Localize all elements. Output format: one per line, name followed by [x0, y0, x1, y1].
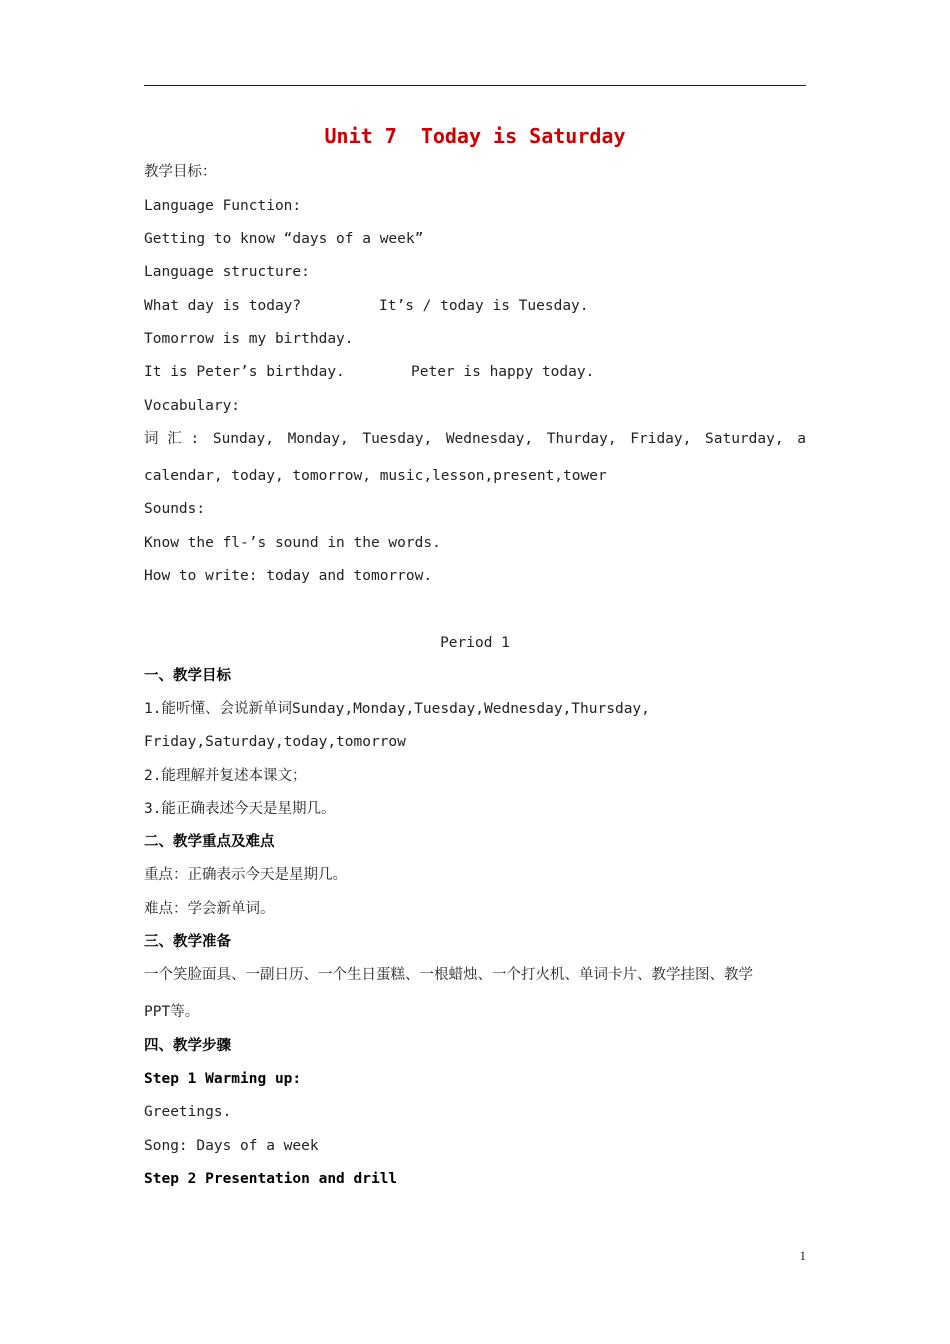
structure-answer: It’s / today is Tuesday.: [379, 298, 589, 314]
section-3-heading: 三、教学准备: [144, 934, 231, 950]
objective-3: 3.能正确表述今天是星期几。: [144, 801, 336, 817]
language-function-label: Language Function:: [144, 198, 302, 214]
step-1-greetings: Greetings.: [144, 1104, 232, 1120]
preparation-line-1: 一个笑脸面具、一副日历、一个生日蛋糕、一根蜡烛、一个打火机、单词卡片、教学挂图、教学: [144, 967, 753, 983]
key-point: 重点：正确表示今天是星期几。: [144, 867, 347, 883]
vocab-word: Monday,: [287, 431, 349, 447]
step-1-song: Song: Days of a week: [144, 1138, 319, 1154]
section-2-heading: 二、教学重点及难点: [144, 834, 275, 850]
language-structure-label: Language structure:: [144, 264, 310, 280]
vocab-word: Sunday,: [212, 431, 274, 447]
vocab-line-2: calendar, today, tomorrow, music,lesson,present,tower: [144, 468, 607, 484]
structure-peter-birthday: It is Peter’s birthday.: [144, 364, 345, 380]
objective-2: 2.能理解并复述本课文；: [144, 768, 307, 784]
period-heading: Period 1: [440, 635, 510, 651]
sounds-label: Sounds:: [144, 501, 206, 517]
objectives-heading: 教学目标：: [144, 164, 217, 180]
unit-title: Unit 7 Today is Saturday: [324, 124, 626, 148]
header-rule: [144, 85, 806, 86]
section-4-heading: 四、教学步骤: [144, 1038, 231, 1054]
write-text: How to write: today and tomorrow.: [144, 568, 433, 584]
step-2-heading: Step 2 Presentation and drill: [144, 1171, 398, 1187]
sounds-text: Know the fl-’s sound in the words.: [144, 535, 441, 551]
vocab-line-1: [144, 429, 806, 449]
language-function-text: Getting to know “days of a week”: [144, 231, 424, 247]
objective-1a: 1.能听懂、会说新单词Sunday,Monday,Tuesday,Wednesday,Thursday,: [144, 701, 650, 717]
vocab-word: Saturday,: [705, 431, 784, 447]
structure-question: What day is today?: [144, 298, 302, 314]
vocab-word: Wednesday,: [445, 431, 534, 447]
vocab-word: a: [797, 431, 806, 447]
objective-1b: Friday,Saturday,today,tomorrow: [144, 734, 406, 750]
step-1-heading: Step 1 Warming up:: [144, 1071, 302, 1087]
difficult-point: 难点：学会新单词。: [144, 901, 275, 917]
vocabulary-label: Vocabulary:: [144, 398, 241, 414]
section-1-heading: 一、教学目标: [144, 668, 231, 684]
vocab-word: Tuesday,: [362, 431, 433, 447]
structure-birthday: Tomorrow is my birthday.: [144, 331, 354, 347]
structure-peter-happy: Peter is happy today.: [411, 364, 595, 380]
vocab-word: 词 汇 :: [144, 431, 200, 447]
vocab-word: Friday,: [630, 431, 692, 447]
preparation-line-2: PPT等。: [144, 1004, 200, 1020]
vocab-word: Thurday,: [546, 431, 617, 447]
page-number: 1: [799, 1248, 806, 1263]
